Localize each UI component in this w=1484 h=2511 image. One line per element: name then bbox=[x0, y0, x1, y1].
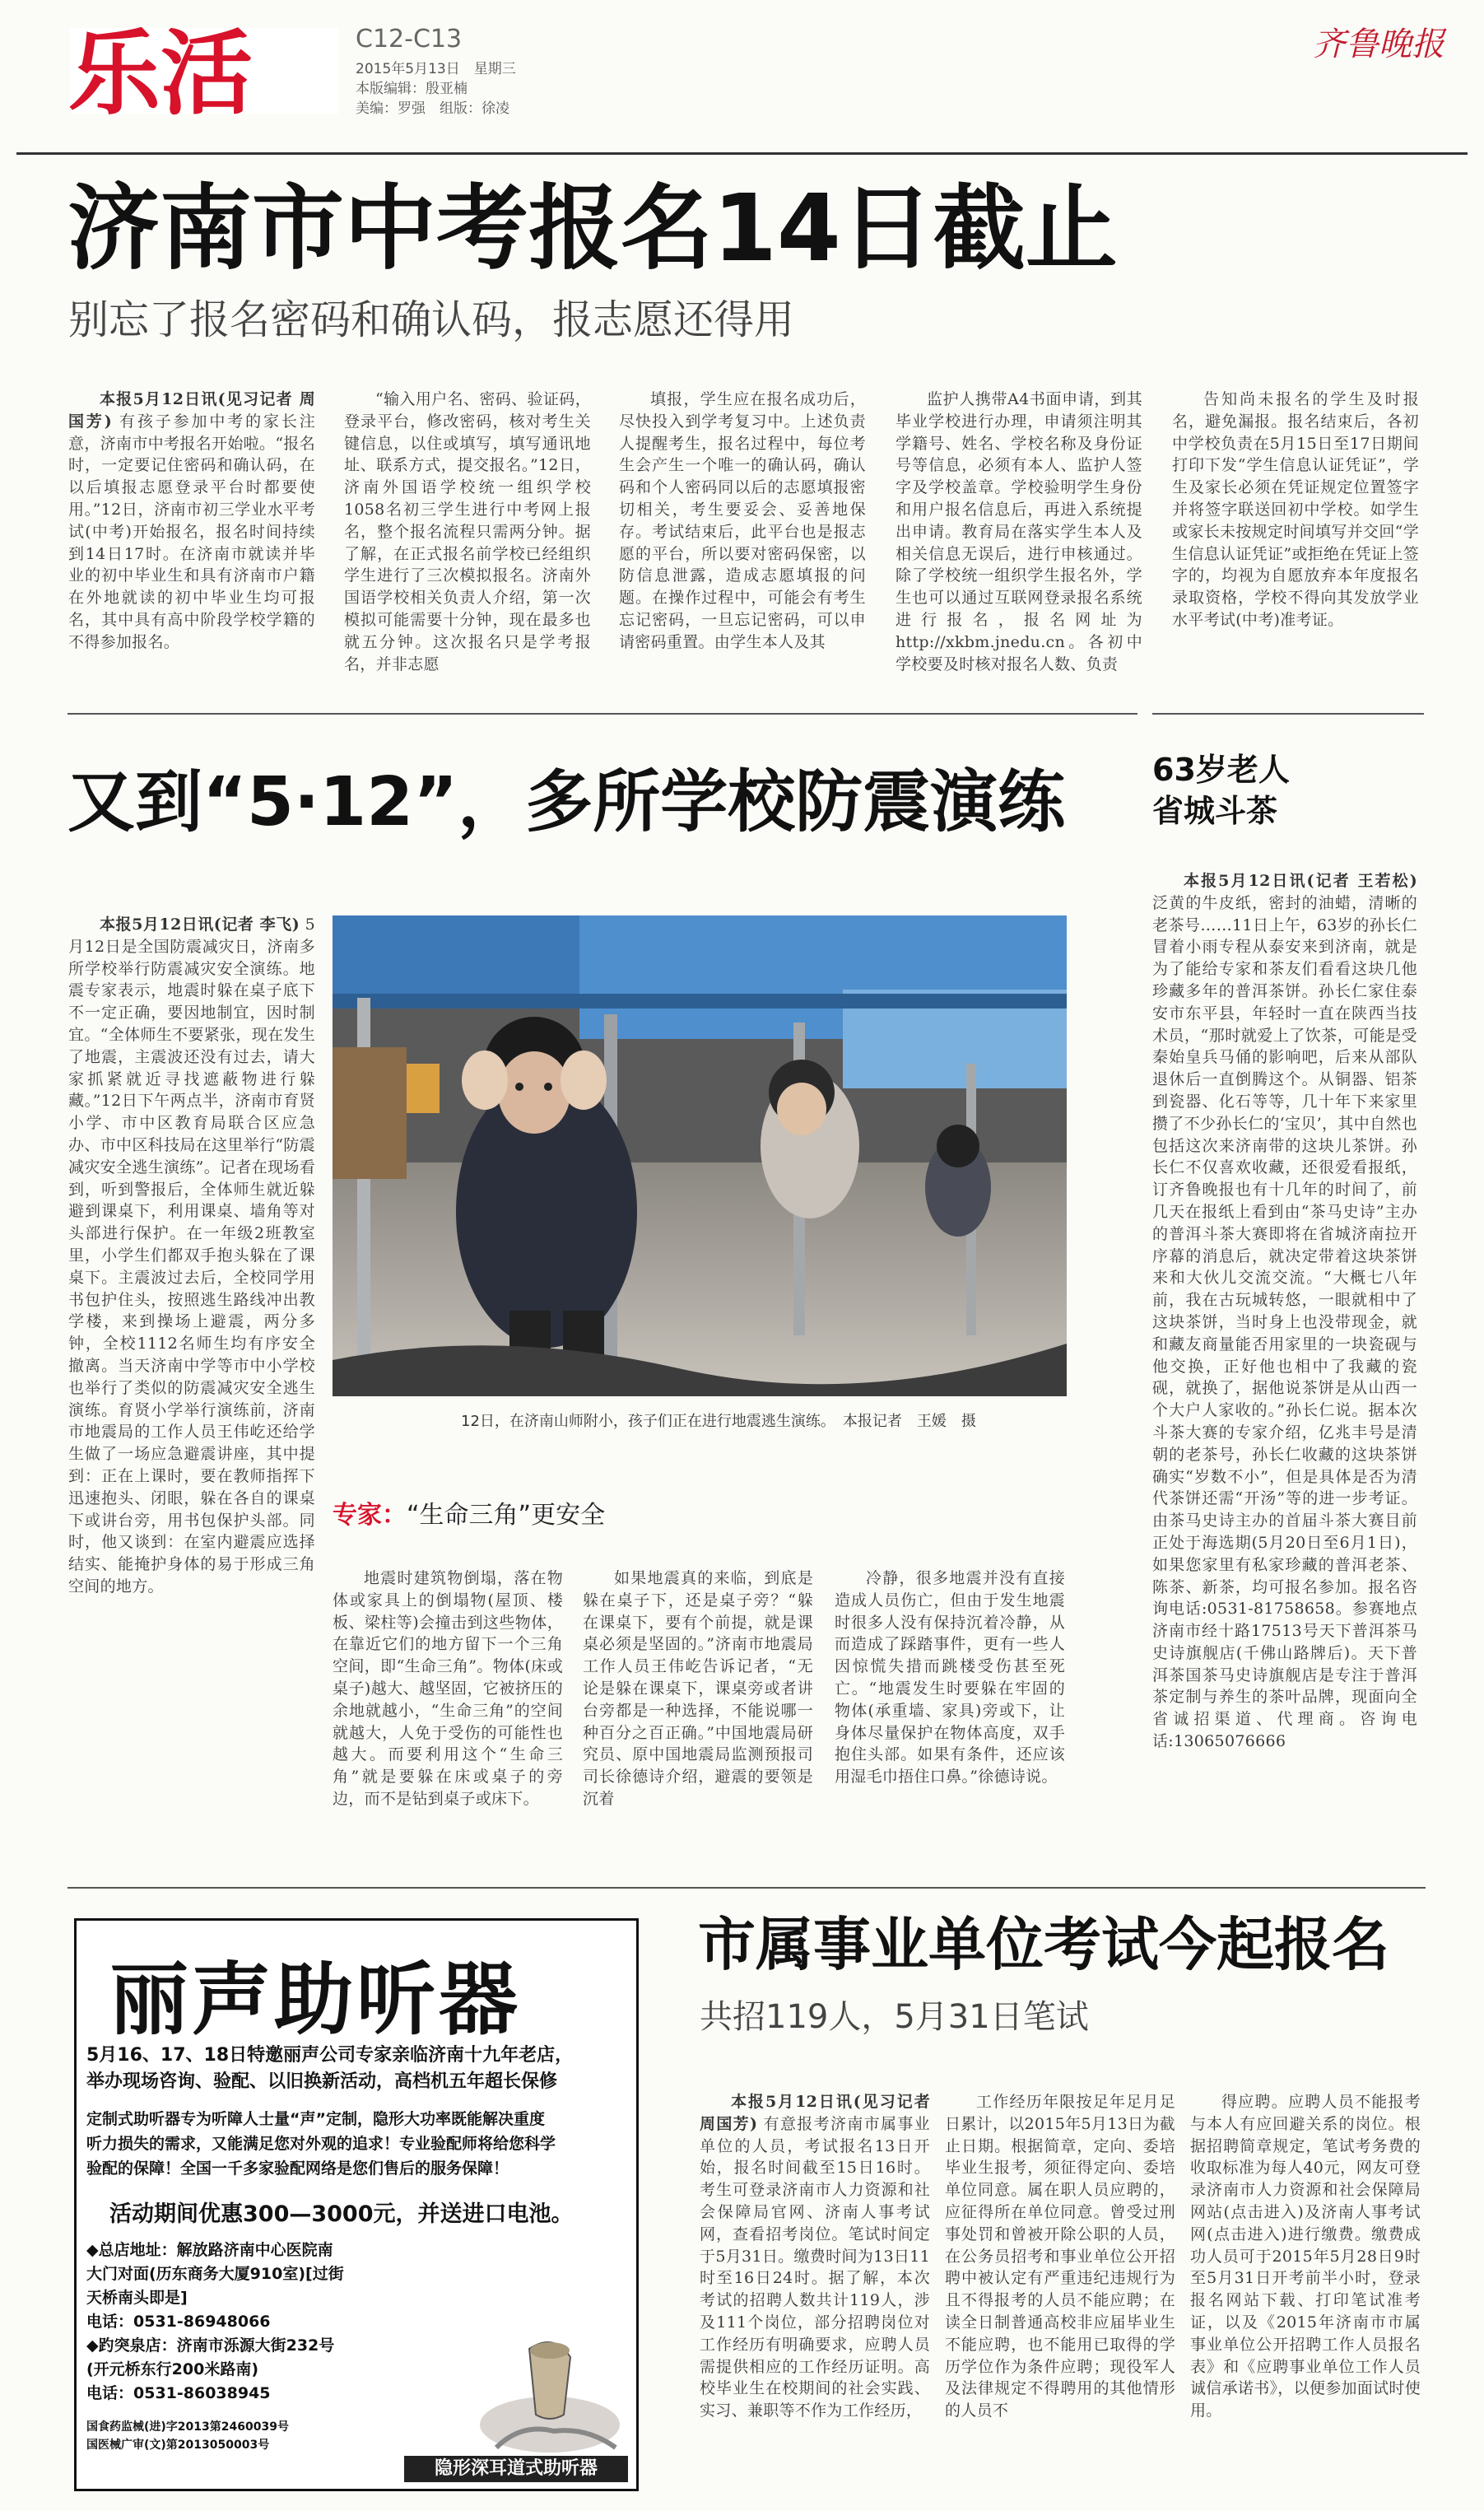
product-label: 隐形深耳道式助听器 bbox=[404, 2456, 628, 2482]
divider-2 bbox=[67, 1887, 1426, 1889]
ad-promo: 活动期间优惠300—3000元，并送进口电池。 bbox=[109, 2201, 574, 2227]
ad-approval: 国食药监械(进)字2013第2460039号 国医械广审(文)第2013050003号 bbox=[86, 2420, 289, 2452]
article1-subheadline: 别忘了报名密码和确认码，报志愿还得用 bbox=[68, 296, 795, 343]
masthead-rule bbox=[16, 152, 1468, 155]
article2-headline: 又到“5·12”，多所学校防震演练 bbox=[67, 763, 1066, 841]
ad-stores: ◆总店地址：解放路济南中心医院南 大门对面(历东商务大厦910室)[过街 天桥南头即是] 电话：0531-86948066 ◆趵突泉店：济南市泺源大街232号 (开元桥东行200米路南) 电话：0531-86038945 bbox=[86, 2238, 465, 2406]
expert-col1: 地震时建筑物倒塌，落在物体或家具上的倒塌物(屋顶、楼板、梁柱等)会撞击到这些物体，在靠近它们的地方留下一个三角空间，即“生命三角”。物体(床或桌子)越大、越坚固，它被挤压的余地就越小，“生命三角”的空间就越大，人免于受伤的可能性也越大。而要利用这个“生命三角”就是要躲在床或桌子的旁边，而不是钻到桌子或床下。 bbox=[333, 1569, 563, 1808]
divider-1b bbox=[1152, 713, 1424, 715]
editor-credit: 本版编辑：殷亚楠 bbox=[356, 81, 468, 97]
svg-text:乐活: 乐活 bbox=[68, 25, 253, 117]
divider-1 bbox=[67, 713, 1137, 715]
expert-col2: 如果地震真的来临，到底是躲在桌子下，还是桌子旁？“躲在课桌下，要有个前提，就是课桌必须是坚固的。”济南市地震局工作人员王伟屹告诉记者，“无论是躲在课桌下，课桌旁或者讲台旁都是一种选择，不能说哪一种百分之百正确。”中国地震局研究员、原中国地震局监测预报司司长徐德诗介绍，避震的要领是沉着 bbox=[583, 1569, 813, 1808]
article4-subheadline: 共招119人，5月31日笔试 bbox=[700, 1998, 1089, 2036]
article1-col1: 本报5月12日讯(见习记者 周国芳) 有孩子参加中考的家长注意，济南市中考报名开始啦。“报名时，一定要记住密码和确认码，在以后填报志愿登录平台时都要使用。”12日，济南市初三学业水平考试(中考)开始报名，报名时间持续到14日17时。在济南市就读并毕业的初中毕业生和具有济南市户籍在外地就读的初中毕业生均可报名，其中具有高中阶段学校学籍的不得参加报名。 bbox=[68, 390, 315, 651]
article2-body: 本报5月12日讯(记者 李飞) 5月12日是全国防震减灾日，济南多所学校举行防震减灾安全演练。地震专家表示，地震时躲在桌子底下不一定正确，要因地制宜，因时制宜。“全体师生不要紧张，现在发生了地震，主震波还没有过去，请大家抓紧就近寻找遮蔽物进行躲藏。”12日下午两点半，济南市育贤小学、市中区教育局联合区应急办、市中区科技局在这里举行“防震减灾安全逃生演练”。记者在现场看到，听到警报后，全体师生就近躲避到课桌下，利用课桌、墙角等对头部进行保护。在一年级2班教室里，小学生们都双手抱头躲在了课桌下。主震波过去后，全校同学用书包护住头，按照逃生路线冲出教学楼，来到操场上避震，两分多钟，全校1112名师生均有序安全撤离。当天济南中学等市中小学校也举行了类似的防震减灾安全逃生演练。育贤小学举行演练前，济南市地震局的工作人员王伟屹还给学生做了一场应急避震讲座，其中提到：正在上课时，要在教师指挥下迅速抱头、闭眼，躲在各自的课桌下或讲台旁，用书包保护头部。同时，他又谈到：在室内避震应选择结实、能掩护身体的易于形成三角空间的地方。 bbox=[68, 915, 315, 1596]
issue-date: 2015年5月13日 星期三 bbox=[356, 61, 516, 77]
page-range: C12-C13 bbox=[356, 25, 463, 54]
ad-description: 定制式助听器专为听障人士量“声”定制，隐形大功率既能解决重度 听力损失的需求，又能满足您对外观的追求！专业验配师将给您科学 验配的保障！全国一千多家验配网络是您们售后的服务保障！ bbox=[86, 2110, 556, 2178]
ad-event: 5月16、17、18日特邀丽声公司专家亲临济南十九年老店， 举办现场咨询、验配、以旧换新活动，高档机五年超长保修 bbox=[86, 2045, 574, 2092]
article1-col3: 填报，学生应在报名成功后，尽快投入到学考复习中。上述负责人提醒考生，报名过程中，每位考生会产生一个唯一的确认码，确认码和个人密码同以后的志愿填报密切相关，考生要妥会、妥善地保存。考试结束后，此平台也是报志愿的平台，所以要对密码保密，以防信息泄露，造成志愿填报的问题。在操作过程中，可能会有考生忘记密码，一旦忘记密码，可以申请密码重置。由学生本人及其 bbox=[619, 390, 866, 651]
article4-col3: 得应聘。应聘人员不能报考与本人有应回避关系的岗位。根据招聘简章规定，笔试考务费的收取标准为每人40元，网友可登录济南市人力资源和社会保障局网站(点击进入)及济南人事考试网(点击进入)进行缴费。缴费成功人员可于2015年5月28日9时至5月31日开考前半小时，登录报名网站下载、打印笔试准考证，以及《2015年济南市市属事业单位公开招聘工作人员报名表》和《应聘事业单位工作人员诚信承诺书》，以便参加面试时使用。 bbox=[1190, 2093, 1421, 2420]
section-logo bbox=[68, 25, 340, 117]
article1-col2: “输入用户名、密码、验证码，登录平台，修改密码，核对考生关键信息，以住或填写，填写通讯地址、联系方式，提交报名。”12日，济南外国语学校统一组织学校1058名初三学生进行中考网上报名，整个报名流程只需两分钟。据了解，在正式报名前学校已经组织学生进行了三次模拟报名。济南外国语学校相关负责人介绍，第一次模拟可能需要十分钟，现在最多也就五分钟。这次报名只是学考报名，并非志愿 bbox=[344, 390, 591, 673]
expert-col3: 冷静，很多地震并没有直接造成人员伤亡，但由于发生地震时很多人没有保持沉着冷静，从而造成了踩踏事件，更有一些人因惊慌失措而跳楼受伤甚至死亡。“地震发生时要躲在牢固的物体(承重墙、家具)旁或下，让身体尽量保护在物体高度，双手抱住头部。如果有条件，还应该用湿毛巾捂住口鼻。”徐德诗说。 bbox=[835, 1569, 1065, 1787]
article1-col4: 监护人携带A4书面申请，到其毕业学校进行办理，申请须注明其学籍号、姓名、学校名称及身份证号等信息，必须有本人、监护人签字及学校盖章。学校验明学生身份和用户报名信息后，再进入系统提出申请。教育局在落实学生本人及相关信息无误后，进行申核通过。除了学校统一组织学生报名外，学生也可以通过互联网登录报名系统进行报名，报名网址为http://xkbm.jnedu.cn。各初中学校要及时核对报名人数、负责 bbox=[896, 390, 1142, 673]
store1-address: ◆总店地址：解放路济南中心医院南 bbox=[86, 2241, 333, 2259]
masthead-info bbox=[356, 59, 516, 119]
article4-col1: 本报5月12日讯(见习记者 周国芳) 有意报考济南市属事业单位的人员，考试报名13日开始，报名时间截至15日16时。考生可登录济南市人力资源和社会保障局官网、济南人事考试网，查看招考岗位。笔试时间定于5月31日。缴费时间为13日11时至16日24时。据了解，本次考试的招聘人数共计119人，涉及111个岗位，部分招聘岗位对工作经历有明确要求，应聘人员需提供相应的工作经历证明。高校毕业生在校期间的社会实践、实习、兼职等不作为工作经历， bbox=[700, 2093, 930, 2420]
article1-headline: 济南市中考报名14日截止 bbox=[67, 175, 1118, 282]
art-credit: 美编：罗强 组版：徐凌 bbox=[356, 100, 509, 117]
newspaper-logo: 齐鲁晚报 bbox=[1313, 26, 1444, 63]
article3-headline: 63岁老人 省城斗茶 bbox=[1152, 752, 1290, 829]
article1-byline: 本报5月12日讯(见习记者 周国芳) bbox=[68, 390, 315, 431]
expert-label: 专家： bbox=[333, 1501, 407, 1530]
article3-byline: 本报5月12日讯(记者 王若松) bbox=[1184, 872, 1417, 890]
store1-phone[interactable]: 电话：0531-86948066 bbox=[86, 2313, 271, 2331]
earthquake-drill-photo bbox=[333, 915, 1067, 1396]
article4-col2: 工作经历年限按足年足月足日累计，以2015年5月13日为截止日期。根据简章，定向、委培毕业生报考，须征得定向、委培单位同意。属在职人员应聘的，应征得所在单位同意。曾受过刑事处罚和曾被开除公职的人员，在公务员招考和事业单位公开招聘中被认定有严重违纪违规行为且不得报考的人员不能应聘；在读全日制普通高校非应届毕业生不能应聘，也不能用已取得的学历学位作为条件应聘；现役军人及法律规定不得聘用的其他情形的人员不 bbox=[945, 2093, 1175, 2420]
article1-col5: 告知尚未报名的学生及时报名，避免漏报。报名结束后，各初中学校负责在5月15日至17日期间打印下发“学生信息认证凭证”，学生及家长必须在凭证规定位置签字并将签字联送回初中学校。如学生或家长未按规定时间填写并交回“学生信息认证凭证”或拒绝在凭证上签字的，均视为自愿放弃本年度报名录取资格，学校不得向其发放学业水平考试(中考)准考证。 bbox=[1172, 390, 1419, 629]
expert-subheading: 专家：“生命三角”更安全 bbox=[333, 1501, 606, 1530]
store2-phone[interactable]: 电话：0531-86038945 bbox=[86, 2384, 271, 2402]
article3-body: 本报5月12日讯(记者 王若松) 泛黄的牛皮纸，密封的油蜡，清晰的老茶号……11日上午，63岁的孙长仁冒着小雨专程从泰安来到济南，就是为了能给专家和茶友们看看这块几他珍藏多年的普洱茶饼。孙长仁家住泰安市东平县，年轻时一直在陕西当技术员，“那时就爱上了饮茶，可能是受秦始皇兵马俑的影响吧，后来从部队退休后一直倒腾这个。从铜器、铝茶到瓷器、化石等等，几十年下来家里攒了不少孙长仁的‘宝贝’，其中自然也包括这次来济南带的这块儿茶饼。孙长仁不仅喜欢收藏，还很爱看报纸，订齐鲁晚报也有十几年的时间了，前几天在报纸上看到由“茶马史诗”主办的普洱斗茶大赛即将在省城济南拉开序幕的消息后，就决定带着这块茶饼来和大伙儿交流交流。“大概七八年前，我在古玩城转悠，一眼就相中了这块茶饼，当时身上也没带现金，就和藏友商量能否用家里的一块瓷砚与他交换，正好他也相中了我藏的瓷砚，就换了，据他说茶饼是从山西一个大户人家收的。”孙长仁说。据本次斗茶大赛的专家介绍，亿兆丰号是清朝的老茶号，孙长仁收藏的这块茶饼确实“岁数不小”，但是具体是否为清代茶饼还需“开汤”等的进一步考证。由茶马史诗主办的首届斗茶大赛目前正处于海选期(5月20日至6月1日)，如果您家里有私家珍藏的普洱老茶、陈茶、新茶，均可报名参加。报名咨询电话:0531-81758658。参赛地点济南市经十路17513号天下普洱茶马史诗旗舰店(千佛山路牌后)。天下普洱茶国茶马史诗旗舰店是专注于普洱茶定制与养生的茶叶品牌，现面向全省诚招渠道、代理商。咨询电话:13065076666 bbox=[1152, 872, 1417, 1751]
hearing-aid-ad[interactable] bbox=[74, 1918, 639, 2491]
ad-title: 丽声助听器 bbox=[109, 1954, 521, 2046]
photo-caption: 12日，在济南山师附小，孩子们正在进行地震逃生演练。 本报记者 王媛 摄 bbox=[461, 1413, 976, 1430]
article2-byline: 本报5月12日讯(记者 李飞) bbox=[100, 915, 300, 934]
article4-byline: 本报5月12日讯(见习记者 周国芳) bbox=[700, 2093, 930, 2133]
article4-headline: 市属事业单位考试今起报名 bbox=[698, 1911, 1389, 1978]
store2-address: ◆趵突泉店：济南市泺源大街232号 bbox=[86, 2336, 335, 2355]
hearing-aid-icon bbox=[472, 2332, 628, 2456]
